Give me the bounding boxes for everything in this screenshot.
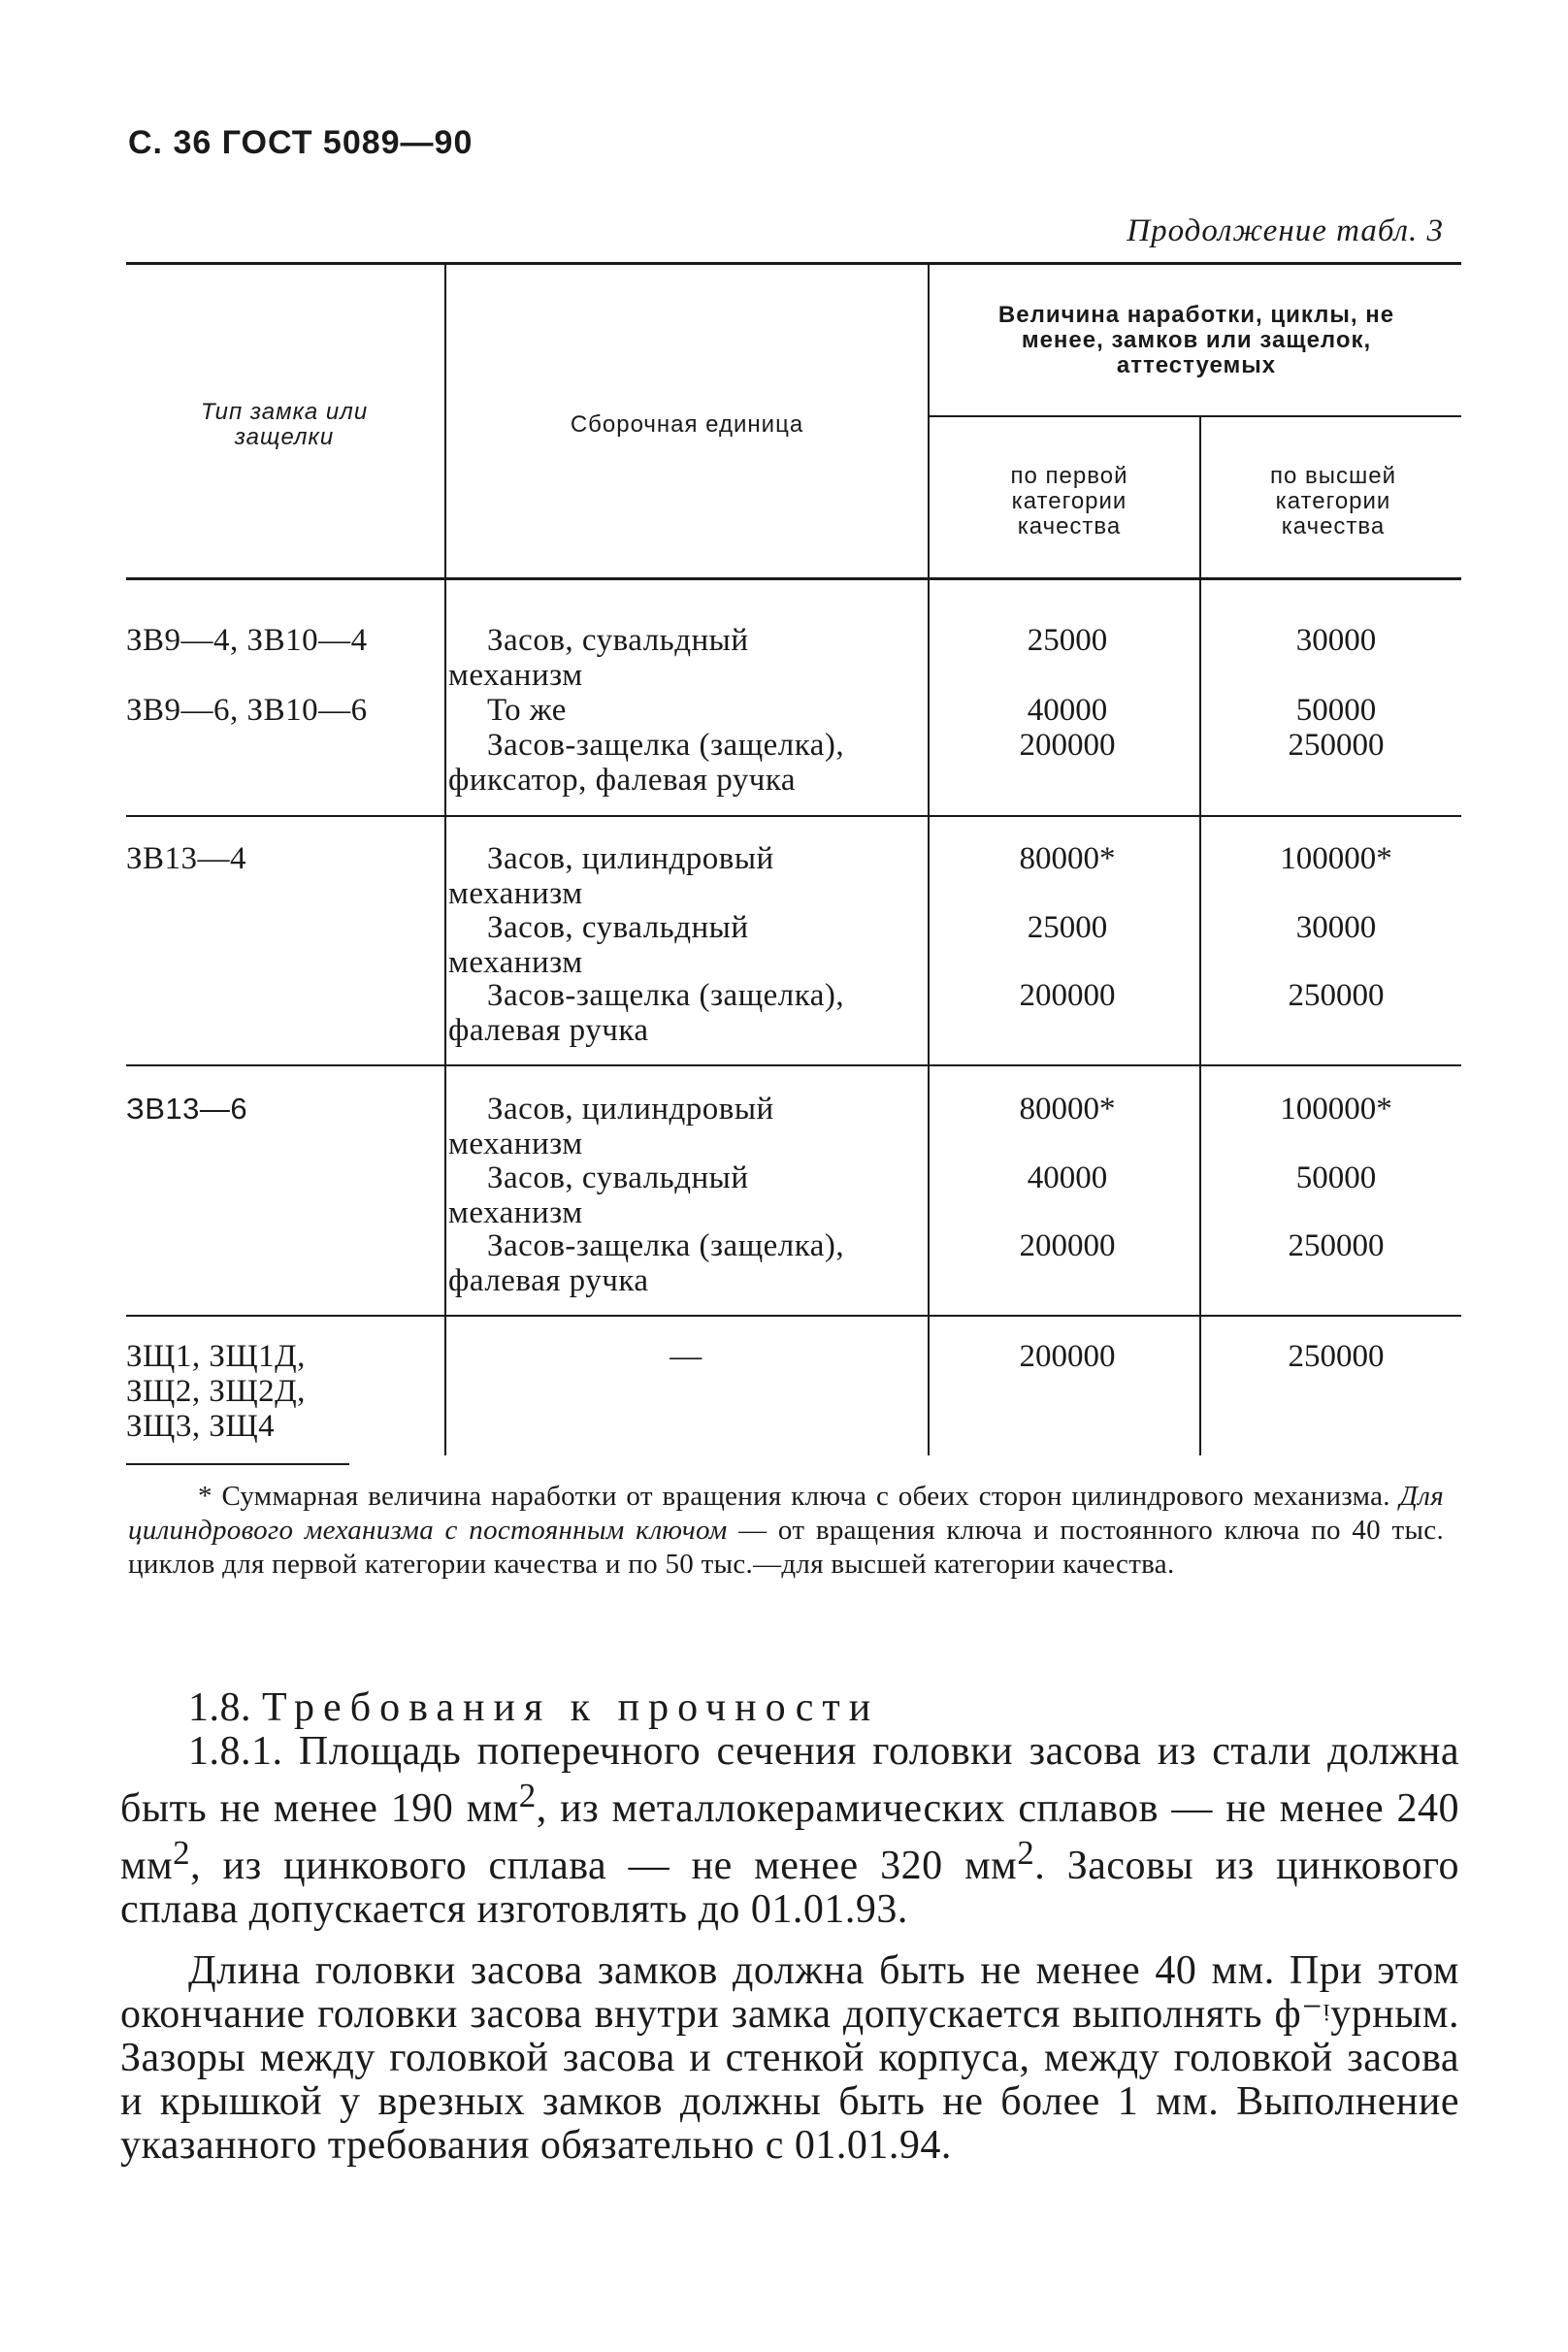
footnote-text: * Суммарная величина наработки от вращения ключа с обеих сторон цилиндрового механизма. — [198, 1481, 1390, 1512]
superscript: 2 — [173, 1834, 191, 1872]
table-bottom-rule — [126, 1463, 349, 1465]
value-first: 80000* — [1019, 841, 1116, 876]
unit-dash: — — [670, 1339, 702, 1374]
value-highest: 250000 — [1288, 728, 1385, 763]
section-heading — [120, 1686, 1459, 1730]
paragraph-length: Длина головки засова замков должна быть не менее 40 мм. При этом окончание головки засова внутри замка допускается выполнять ф⁻ᵎурным. Зазоры между головкой засова и стенкой корпуса, между головкой засова и крышкой у врезных замков должны быть не более 1 мм. Выполнение указанного требования обязательно с 01.01.94. — [120, 1948, 1459, 2168]
value-highest: 30000 — [1295, 910, 1377, 945]
superscript: 2 — [1017, 1834, 1035, 1872]
value-first: 80000* — [1019, 1092, 1116, 1127]
header-type: Тип замка или защелки — [200, 399, 369, 450]
superscript: 2 — [518, 1777, 537, 1814]
column-divider — [928, 264, 930, 1455]
row-type: ЗЩ1, ЗЩ1Д, — [126, 1339, 306, 1374]
header-unit: Сборочная единица — [570, 411, 804, 438]
row-type: ЗВ13—6 — [126, 1092, 248, 1126]
row-separator — [126, 1315, 1461, 1317]
unit-item: То же — [487, 693, 567, 728]
row-type: ЗВ9—4, ЗВ10—4 — [126, 623, 368, 658]
paragraph-text: , из металлокерамических сплавов — не менее 240 мм — [120, 1786, 1459, 1888]
value-first: 200000 — [1019, 1228, 1116, 1263]
value-highest: 250000 — [1288, 1339, 1385, 1374]
value-first: 25000 — [1027, 910, 1108, 945]
column-divider — [1199, 417, 1201, 1455]
header-first-category: по первой категории качества — [1010, 463, 1128, 539]
row-separator — [126, 1064, 1461, 1066]
value-highest: 100000* — [1280, 1092, 1392, 1127]
header-cycles: Величина наработки, циклы, не менее, замков или защелок, аттестуемых — [997, 302, 1395, 378]
value-first: 200000 — [1019, 728, 1116, 763]
value-highest: 250000 — [1288, 1228, 1385, 1263]
paragraph-text: . Засовы из цинкового сплава допускается изготовлять до 01.01.93. — [120, 1844, 1460, 1932]
header-bottom-rule — [126, 577, 1461, 580]
unit-item: Засов-защелка (защелка), фалевая ручка — [448, 978, 845, 1048]
paragraph-1-8-1 — [120, 1730, 1459, 1932]
unit-item: Засов, цилиндровый механизм — [448, 841, 774, 911]
footnote-text-italic: Для цилиндрового механизма с постоянным ключом — [128, 1481, 1445, 1546]
value-first: 200000 — [1019, 978, 1116, 1013]
value-first: 40000 — [1027, 1160, 1108, 1195]
table-continuation-label: Продолжение табл. 3 — [1127, 213, 1444, 248]
page-header: С. 36 ГОСТ 5089—90 — [128, 124, 474, 161]
row-type: ЗВ13—4 — [126, 841, 247, 876]
value-highest: 250000 — [1288, 978, 1385, 1013]
table-footnote — [128, 1480, 1444, 1582]
unit-item: Засов, сувальдный механизм — [448, 910, 749, 980]
value-highest: 50000 — [1295, 1160, 1377, 1195]
value-highest: 50000 — [1295, 693, 1377, 728]
value-first: 200000 — [1019, 1339, 1116, 1374]
header-subrule — [929, 415, 1461, 417]
unit-item: Засов, цилиндровый механизм — [448, 1092, 774, 1161]
paragraph-text: 1.8.1. Площадь поперечного сечения головки засова из стали должна быть не менее 190 мм — [120, 1729, 1459, 1831]
value-first: 25000 — [1027, 623, 1108, 658]
paragraph-text: , из цинкового сплава — не менее 320 мм — [190, 1844, 1018, 1888]
row-separator — [126, 815, 1461, 817]
section-1-8 — [120, 1686, 1459, 2168]
unit-item: Засов, сувальдный механизм — [448, 1160, 749, 1230]
unit-item: Засов-защелка (защелка), фалевая ручка — [448, 1228, 845, 1298]
value-highest: 100000* — [1280, 841, 1392, 876]
row-type: ЗЩ3, ЗЩ4 — [126, 1409, 276, 1444]
section-heading-number: 1.8. — [188, 1685, 251, 1730]
row-type: ЗЩ2, ЗЩ2Д, — [126, 1374, 306, 1409]
header-highest-category: по высшей категории качества — [1269, 463, 1397, 539]
value-highest: 30000 — [1295, 623, 1377, 658]
unit-item: Засов, сувальдный механизм — [448, 623, 749, 693]
footnote-text: — от вращения ключа и постоянного ключа по 40 тыс. циклов для первой категории качества и по 50 тыс.—для высшей категории качества. — [128, 1515, 1444, 1580]
section-heading-text: Требования к прочности — [262, 1685, 880, 1730]
row-type: ЗВ9—6, ЗВ10—6 — [126, 693, 368, 728]
value-first: 40000 — [1027, 693, 1108, 728]
table-top-rule — [126, 262, 1461, 265]
unit-item: Засов-защелка (защелка), фиксатор, фалевая ручка — [448, 728, 845, 798]
column-divider — [444, 264, 446, 1455]
